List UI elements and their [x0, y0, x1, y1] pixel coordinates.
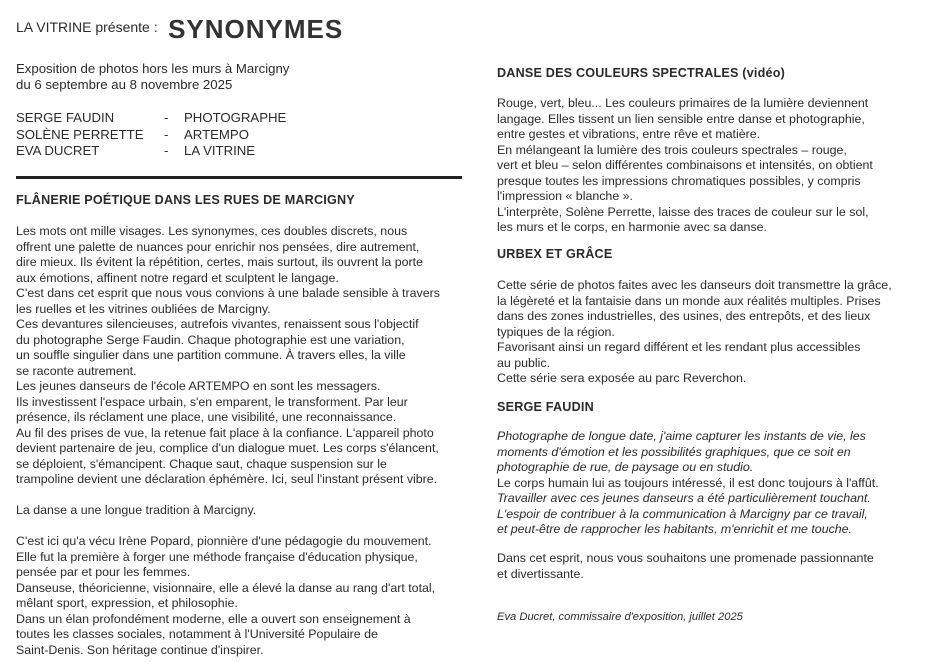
- text-line: entre gestes et vibrations, entre rêve et matière.: [497, 127, 761, 141]
- text-line: C'est ici qu'a vécu Irène Popard, pionnière d'une pédagogie du mouvement.: [16, 534, 432, 548]
- text-line: Danseuse, théoricienne, visionnaire, elle a élevé la danse au rang d'art total,: [16, 580, 436, 595]
- text-line: Les mots ont mille visages. Les synonymes, ces doubles discrets, nous: [16, 224, 408, 238]
- text-line: En mélangeant la lumière des trois couleurs spectrales – rouge,: [497, 142, 847, 157]
- text-line: Le corps humain lui as toujours intéressé, il est donc toujours à l'affût.: [497, 475, 879, 490]
- text-line: du photographe Serge Faudin. Chaque photographie est une variation,: [16, 332, 405, 347]
- text-line: vert et bleu – selon différentes combinaisons et intensités, on obtient: [497, 158, 873, 172]
- credit-role: LA VITRINE: [184, 143, 256, 158]
- text-line: L'interprète, Solène Perrette, laisse des traces de couleur sur le sol,: [497, 204, 869, 219]
- credit-row: [16, 127, 286, 144]
- text-line: au public.: [497, 355, 551, 370]
- text-line: la légèreté et la fantaisie dans un monde aux réalités multiples. Prises: [497, 293, 881, 308]
- text-line: dans des zones industrielles, des usines, des entrepôts, et des lieux: [497, 309, 871, 323]
- text-line: offrent une palette de nuances pour enrichir nos pensées, dire autrement,: [16, 239, 420, 254]
- spectral-text: [497, 96, 927, 236]
- credit-role: PHOTOGRAPHE: [184, 110, 287, 125]
- text-line: trampoline devient une déclaration éphémère. Ici, seul l'instant présent vibre.: [16, 472, 438, 486]
- text-line: presque toutes les impressions chromatiques possibles, y compris: [497, 173, 861, 188]
- text-line: La danse a une longue tradition à Marcigny.: [16, 503, 257, 517]
- text-line: Saint-Denis. Son héritage continue d'inspirer.: [16, 642, 264, 657]
- credit-role: ARTEMPO: [184, 126, 249, 142]
- credit-row: [16, 143, 286, 160]
- text-line: Les jeunes danseurs de l'école ARTEMPO en sont les messagers.: [16, 379, 381, 393]
- text-line: Elle fut la première à forger une méthode française d'éducation physique,: [16, 549, 418, 564]
- text-line: se déploient, s'émancipent. Chaque saut, chaque suspension sur le: [16, 456, 387, 471]
- text-line: moments d'émotion et les possibilités graphiques, que ce soit en: [497, 444, 851, 459]
- text-line: un souffle singulier dans une partition commune. À travers elles, la ville: [16, 348, 406, 362]
- text-line: aux émotions, affinent notre regard et sculptent le langage.: [16, 270, 339, 285]
- text-line: photographie de rue, de paysage ou en studio.: [497, 460, 754, 474]
- text-line: typiques de la région.: [497, 324, 615, 339]
- credit-dash: -: [164, 143, 169, 158]
- text-line: les ruelles et les vitrines oubliées de Marcigny.: [16, 301, 271, 316]
- text-line: L'espoir de contribuer à la communication à Marcigny par ce travail,: [497, 506, 868, 521]
- text-line: et peut-être de rapprocher les habitants, m'enrichit et me touche.: [497, 522, 853, 536]
- text-line: mêlant sport, expression, et philosophie.: [16, 596, 238, 610]
- faudin-text: [497, 429, 927, 538]
- text-line: Rouge, vert, bleu... Les couleurs primaires de la lumière deviennent: [497, 96, 869, 110]
- text-line: l'impression « blanche ».: [497, 189, 633, 203]
- section-title-spectral: DANSE DES COULEURS SPECTRALES (vidéo): [497, 66, 785, 80]
- flanerie-text: [16, 224, 462, 658]
- text-line: devient partenaire de jeu, complice d'un dialogue muet. Les corps s'élancent,: [16, 441, 439, 455]
- text-line: C'est dans cet esprit que nous vous convions à une balade sensible à travers: [16, 286, 440, 300]
- text-line: langage. Elles tissent un lien sensible entre danse et photographie,: [497, 111, 865, 126]
- page-title: SYNONYMES: [168, 14, 344, 44]
- text-line: Photographe de longue date, j'aime capturer les instants de vie, les: [497, 429, 866, 443]
- header: [16, 14, 343, 45]
- text-line: les murs et le corps, en harmonie avec sa danse.: [497, 220, 767, 234]
- urbex-text: [497, 278, 927, 387]
- text-line: pensée par et pour les femmes.: [16, 565, 191, 579]
- text-line: Cette série de photos faites avec les danseurs doit transmettre la grâce,: [497, 278, 892, 292]
- section-title-faudin: SERGE FAUDIN: [497, 400, 594, 414]
- credit-name: EVA DUCRET: [16, 143, 100, 158]
- exhibition-info: [16, 61, 289, 93]
- credit-name: SERGE FAUDIN: [16, 110, 115, 125]
- text-line: présence, ils réclament une place, une visibilité, une reconnaissance.: [16, 410, 397, 424]
- text-line: toutes les classes sociales, notamment à l'Université Populaire de: [16, 627, 378, 641]
- text-line: se raconte autrement.: [16, 363, 137, 378]
- text-line: Favorisant ainsi un regard différent et les rendant plus accessibles: [497, 340, 861, 354]
- divider-rule: [16, 176, 462, 179]
- credit-dash: -: [164, 126, 169, 142]
- section-title-urbex: URBEX ET GRÂCE: [497, 247, 613, 261]
- text-line: Travailler avec ces jeunes danseurs a été particulièrement touchant.: [497, 491, 871, 505]
- text-line: Dans cet esprit, nous vous souhaitons une promenade passionnante: [497, 551, 874, 565]
- text-line: Cette série sera exposée au parc Reverchon.: [497, 371, 747, 385]
- credit-dash: -: [164, 110, 169, 125]
- text-line: Ces devantures silencieuses, autrefois vivantes, renaissent sous l'objectif: [16, 317, 419, 331]
- exhibition-dates: du 6 septembre au 8 novembre 2025: [16, 77, 233, 92]
- text-line: Ils investissent l'espace urbain, s'en emparent, le transforment. Par leur: [16, 394, 408, 409]
- credit-row: [16, 110, 286, 127]
- closing-text: [497, 551, 927, 582]
- credit-name: SOLÈNE PERRETTE: [16, 126, 144, 142]
- text-line: Au fil des prises de vue, la retenue fait place à la confiance. L'appareil photo: [16, 425, 434, 440]
- signature: Eva Ducret, commissaire d'exposition, juillet 2025: [497, 611, 743, 623]
- credits-list: [16, 110, 286, 160]
- presenter-label: LA VITRINE présente :: [16, 19, 158, 35]
- exhibition-line: Exposition de photos hors les murs à Marcigny: [16, 61, 290, 76]
- text-line: et divertissante.: [497, 566, 584, 581]
- section-title-flanerie: FLÂNERIE POÉTIQUE DANS LES RUES DE MARCIGNY: [16, 193, 355, 207]
- text-line: dire mieux. Ils évitent la répétition, certes, mais surtout, ils ouvrent la porte: [16, 255, 424, 269]
- text-line: Dans un élan profondément moderne, elle a ouvert son enseignement à: [16, 611, 411, 626]
